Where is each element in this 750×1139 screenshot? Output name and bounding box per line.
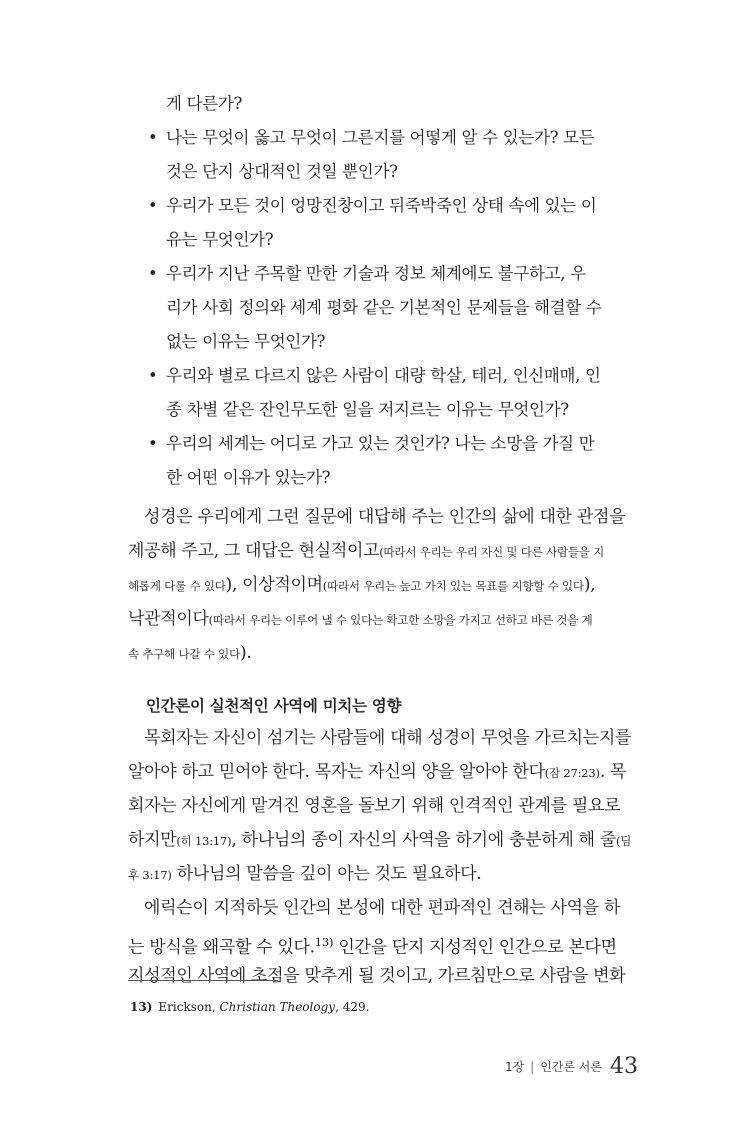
- paragraph-bible-perspective: [128, 500, 640, 670]
- bullet-line: [148, 461, 618, 495]
- paragraph-pastor-knowledge: [128, 721, 640, 891]
- bullet-dot-icon: •: [148, 264, 158, 283]
- footnote-marker[interactable]: 13): [314, 935, 334, 949]
- text-line: 에릭슨이 지적하듯 인간의 본성에 대한 편파적인 견해는 사역을 하: [144, 898, 621, 918]
- bullet-text: 우리가 모든 것이 엉망진창이고 뒤죽박죽인 상태 속에 있는 이: [166, 196, 597, 215]
- footnote: 13) Erickson, Christian Theology, 429.: [130, 1000, 370, 1014]
- bullet-text: 유는 무엇인가?: [166, 230, 274, 249]
- footer-divider: |: [530, 1060, 535, 1074]
- text-line: 알아야 하고 믿어야 한다. 목자는 자신의 양을 알아야 한다(잠 27:23). 목: [128, 762, 627, 782]
- page-number: 43: [610, 1054, 638, 1079]
- book-title: Christian Theology: [219, 1000, 336, 1014]
- text-line: 혜롭게 다룰 수 있다), 이상적이며(따라서 우리는 높고 가치 있는 목표를 지향할 수 있다),: [128, 575, 596, 595]
- scripture-reference: 후 3:17): [128, 868, 172, 882]
- section-heading: 인간론이 실천적인 사역에 미치는 영향: [146, 697, 402, 715]
- bullet-line: [148, 155, 618, 189]
- bullet-text: 우리와 별로 다르지 않은 사람이 대량 학살, 테러, 인신매매, 인: [166, 366, 601, 385]
- bullet-text: 나는 무엇이 옳고 무엇이 그른지를 어떻게 알 수 있는가? 모든: [166, 128, 595, 147]
- bullet-line: [148, 427, 618, 461]
- running-footer: [505, 1054, 638, 1079]
- footnote-divider: [128, 980, 278, 981]
- text-line: 는 방식을 왜곡할 수 있다.$^{13)}$ 인간을 단지 지성적인 인간으로 본다면: [128, 935, 617, 958]
- scripture-reference: (히 13:17): [176, 834, 232, 848]
- question-list: [148, 87, 618, 495]
- bullet-line: [148, 121, 618, 155]
- bullet-text: 것은 단지 상대적인 것일 뿐인가?: [166, 162, 398, 181]
- section-label: 인간론 서론: [540, 1060, 602, 1074]
- bullet-line: [148, 223, 618, 257]
- bullet-dot-icon: •: [148, 366, 158, 385]
- bullet-line: [148, 359, 618, 393]
- bullet-dot-icon: •: [148, 196, 158, 215]
- bullet-text: 우리의 세계는 어디로 가고 있는 것인가? 나는 소망을 가질 만: [166, 434, 595, 453]
- bullet-text: 한 어떤 이유가 있는가?: [166, 468, 331, 487]
- text-line: 하지만(히 13:17), 하나님의 종이 자신의 사역을 하기에 충분하게 해 줄(딤: [128, 830, 632, 850]
- scripture-reference: (잠 27:23): [544, 766, 600, 780]
- bullet-text: 리가 사회 정의와 세계 평화 같은 기본적인 문제들을 해결할 수: [166, 298, 602, 317]
- footnote-number: 13): [130, 1000, 153, 1014]
- chapter-label: 1장: [504, 1060, 525, 1074]
- text-line: 낙관적이다(따라서 우리는 이루어 낼 수 있다는 확고한 소망을 가지고 선하고 바른 것을 계: [128, 609, 593, 629]
- bullet-line: [148, 291, 618, 325]
- bullet-line: [148, 189, 618, 223]
- bullet-line: [148, 393, 618, 427]
- text-line: 속 추구해 나갈 수 있다).: [128, 643, 252, 663]
- text-line: 목회자는 자신이 섬기는 사람들에 대해 성경이 무엇을 가르치는지를: [144, 728, 632, 748]
- bullet-line: [148, 325, 618, 359]
- text-line: 회자는 자신에게 맡겨진 영혼을 돌보기 위해 인격적인 관계를 필요로: [128, 796, 621, 816]
- text-line: 성경은 우리에게 그런 질문에 대답해 주는 인간의 삶에 대한 관점을: [144, 507, 626, 527]
- bullet-line: [148, 257, 618, 291]
- bullet-text: 게 다른가?: [166, 94, 243, 113]
- text-line: 제공해 주고, 그 대답은 현실적이고(따라서 우리는 우리 자신 및 다른 사람들을 지: [128, 541, 605, 561]
- bullet-dot-icon: •: [148, 128, 158, 147]
- bullet-text: 우리가 지난 주목할 만한 기술과 정보 체계에도 불구하고, 우: [166, 264, 586, 283]
- paragraph-erickson: [128, 891, 640, 993]
- bullet-text: 없는 이유는 무엇인가?: [166, 332, 326, 351]
- bullet-line: [148, 87, 618, 121]
- text-line: 후 3:17) 하나님의 말씀을 깊이 아는 것도 필요하다.: [128, 864, 482, 884]
- text-line: 지성적인 사역에 초점을 맞추게 될 것이고, 가르침만으로 사람을 변화: [128, 966, 626, 986]
- bullet-dot-icon: •: [148, 434, 158, 453]
- bullet-text: 종 차별 같은 잔인무도한 일을 저지르는 이유는 무엇인가?: [166, 400, 569, 419]
